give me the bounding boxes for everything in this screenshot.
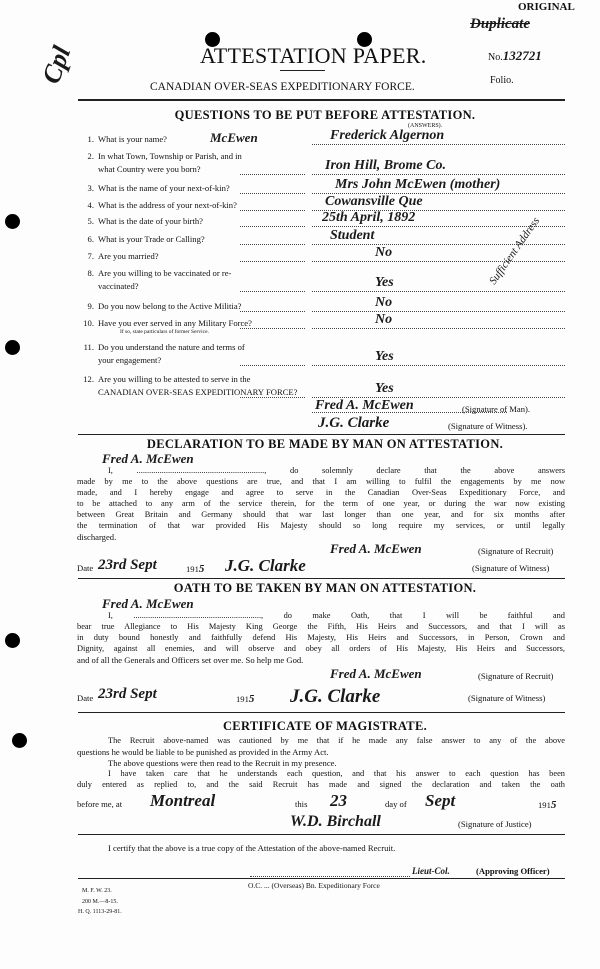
question-number: 2. bbox=[87, 151, 94, 161]
certificate-heading: CERTIFICATE OF MAGISTRATE. bbox=[222, 719, 428, 733]
recruit-signature-label: (Signature of Recruit) bbox=[478, 671, 554, 681]
witness-signature-label: (Signature of Witness). bbox=[448, 421, 528, 431]
certificate-text-line: The Recruit above-named was cautioned by me that if he made any false answer to any of the above bbox=[108, 736, 565, 745]
answer-9: No bbox=[375, 295, 393, 310]
year-suffix: 5 bbox=[550, 799, 557, 811]
question-text: what Country were you born? bbox=[98, 164, 201, 174]
oath-text-line: in duty bound honestly and faithfully defend His Majesty, His Heirs and Successors, in Person, Crown and bbox=[77, 633, 565, 642]
rank-note: Cpl bbox=[36, 42, 77, 88]
justice-signature-label: (Signature of Justice) bbox=[458, 819, 532, 829]
question-text: Do you now belong to the Active Militia? bbox=[98, 301, 242, 311]
question-12 bbox=[80, 374, 251, 384]
oath-text-line: I, ............................................................., do make Oath, that I will be faithful and bbox=[108, 611, 565, 620]
question-text: vaccinated? bbox=[98, 281, 139, 291]
question-text: What is the address of your next-of-kin? bbox=[98, 200, 237, 210]
question-11 bbox=[80, 355, 161, 365]
answer-7: No bbox=[375, 245, 393, 260]
question-4 bbox=[80, 200, 237, 210]
declaration-text-line: between Great Britain and Germany should that war last longer than one year, and for six months after bbox=[77, 510, 565, 519]
year-suffix: 5 bbox=[198, 563, 205, 575]
answer-12: Yes bbox=[375, 381, 394, 396]
question-text: What is the name of your next-of-kin? bbox=[98, 183, 230, 193]
question-note: If so, state particulars of former Service. bbox=[120, 329, 209, 335]
question-text: Have you ever served in any Military Force? bbox=[98, 318, 252, 328]
oath-text-line: and of all the Generals and Officers set over me. So help me God. bbox=[77, 655, 304, 665]
page-title: ATTESTATION PAPER. bbox=[200, 43, 427, 68]
divider bbox=[78, 834, 565, 835]
number-field bbox=[488, 48, 542, 64]
question-3 bbox=[80, 183, 230, 193]
form-code: 200 M.—8-15. bbox=[82, 899, 118, 905]
question-number: 4. bbox=[87, 200, 94, 210]
before-me-label: before me, at bbox=[77, 799, 123, 809]
witness-signature: J.G. Clarke bbox=[225, 556, 306, 575]
original-label: ORIGINAL bbox=[518, 1, 575, 13]
declaration-name: Fred A. McEwen bbox=[102, 451, 194, 466]
oath-date: 23rd Sept bbox=[98, 686, 157, 702]
question-number: 9. bbox=[87, 301, 94, 311]
answer-3: Mrs John McEwen (mother) bbox=[335, 177, 501, 192]
divider bbox=[280, 70, 325, 71]
answer-10: No bbox=[375, 312, 393, 327]
folio-label: Folio. bbox=[490, 75, 514, 86]
declaration-text-line: I, ............................................................., do solemnly declare that the above answers bbox=[108, 466, 565, 475]
certificate-year bbox=[538, 799, 556, 811]
form-code: H. Q. 1113-29-81. bbox=[78, 909, 122, 915]
punch-hole bbox=[12, 733, 27, 748]
question-text: What is your Trade or Calling? bbox=[98, 234, 205, 244]
declaration-text-line: the termination of that war provided His Majesty should so long require my services, or until legally bbox=[77, 521, 565, 530]
year-prefix: 191 bbox=[538, 800, 551, 810]
question-number: 7. bbox=[87, 251, 94, 261]
oath-year bbox=[236, 693, 254, 705]
question-text: CANADIAN OVER-SEAS EXPEDITIONARY FORCE? bbox=[98, 387, 298, 397]
recruit-signature: Fred A. McEwen bbox=[330, 666, 422, 681]
answer-6: Student bbox=[330, 228, 375, 243]
oath-name: Fred A. McEwen bbox=[102, 596, 194, 611]
recruit-signature: Fred A. McEwen bbox=[330, 541, 422, 556]
question-number: 11. bbox=[83, 342, 94, 352]
question-text: your engagement? bbox=[98, 355, 162, 365]
question-text: Do you understand the nature and terms of bbox=[98, 342, 245, 352]
man-signature-label: (Signature of Man). bbox=[462, 404, 531, 414]
question-6 bbox=[80, 234, 205, 244]
number-label: No. bbox=[488, 52, 503, 63]
question-number: 8. bbox=[87, 268, 94, 278]
question-text: What is your name? bbox=[98, 134, 167, 144]
certificate-text-line: questions he would be liable to be punished as provided in the Army Act. bbox=[77, 747, 329, 757]
divider bbox=[78, 578, 565, 579]
divider bbox=[78, 878, 565, 879]
answer-11: Yes bbox=[375, 349, 394, 364]
question-11 bbox=[80, 342, 245, 352]
declaration-year bbox=[186, 563, 204, 575]
force-name: CANADIAN OVER-SEAS EXPEDITIONARY FORCE. bbox=[150, 81, 415, 93]
approving-officer-label: (Approving Officer) bbox=[476, 866, 550, 876]
answer-4: Cowansville Que bbox=[325, 194, 423, 209]
question-1 bbox=[80, 134, 167, 144]
answers-label: (ANSWERS). bbox=[408, 123, 443, 129]
day-of-label: day of bbox=[385, 799, 407, 809]
day: 23 bbox=[330, 791, 347, 810]
declaration-heading: DECLARATION TO BE MADE BY MAN ON ATTESTATION. bbox=[146, 437, 504, 451]
question-text: In what Town, Township or Parish, and in bbox=[98, 151, 242, 161]
declaration-date: 23rd Sept bbox=[98, 557, 157, 573]
witness-signature: J.G. Clarke bbox=[290, 686, 381, 707]
question-8 bbox=[80, 281, 139, 291]
recruit-signature-label: (Signature of Recruit) bbox=[478, 546, 554, 556]
question-2 bbox=[80, 164, 201, 174]
answer-5: 25th April, 1892 bbox=[322, 210, 416, 225]
divider bbox=[78, 434, 565, 435]
witness-signature-label: (Signature of Witness) bbox=[468, 693, 546, 703]
declaration-text-line: discharged. bbox=[77, 532, 117, 542]
question-text: Are you willing to be vaccinated or re- bbox=[98, 268, 232, 278]
question-2 bbox=[80, 151, 242, 161]
surname: McEwen bbox=[210, 130, 258, 145]
month: Sept bbox=[425, 791, 456, 810]
question-number: 5. bbox=[87, 216, 94, 226]
question-number: 12. bbox=[83, 374, 94, 384]
date-label: Date bbox=[77, 693, 94, 703]
declaration-text-line: made, and I hereby engage and agree to serve in the Canadian Over-Seas Expeditionary Force, and bbox=[77, 488, 565, 497]
year-prefix: 191 bbox=[186, 564, 199, 574]
witness-signature: J.G. Clarke bbox=[318, 415, 390, 431]
certificate-text-line: I have taken care that he understands each question, and that his answer to each question has been bbox=[108, 769, 565, 778]
year-prefix: 191 bbox=[236, 694, 249, 704]
punch-hole bbox=[5, 214, 20, 229]
divider bbox=[78, 712, 565, 713]
justice-signature: W.D. Birchall bbox=[290, 813, 381, 830]
question-8 bbox=[80, 268, 231, 278]
punch-hole bbox=[5, 633, 20, 648]
witness-signature-label: (Signature of Witness) bbox=[472, 563, 550, 573]
this-label: this bbox=[295, 799, 308, 809]
date-label: Date bbox=[77, 563, 94, 573]
question-7 bbox=[80, 251, 159, 261]
oath-text-line: Dignity, against all enemies, and will observe and obey all orders of His Majesty, His Heirs and Successors, bbox=[77, 644, 565, 653]
divider bbox=[78, 99, 565, 101]
punch-hole bbox=[5, 340, 20, 355]
question-5 bbox=[80, 216, 203, 226]
questions-heading: QUESTIONS TO BE PUT BEFORE ATTESTATION. bbox=[174, 108, 476, 122]
question-text: Are you married? bbox=[98, 251, 159, 261]
margin-note: Sufficient Address bbox=[486, 215, 543, 287]
man-signature: Fred A. McEwen bbox=[315, 398, 414, 413]
answer-8: Yes bbox=[375, 275, 394, 290]
question-12 bbox=[80, 387, 298, 397]
answer-1: Frederick Algernon bbox=[330, 128, 445, 143]
question-number: 10. bbox=[83, 318, 94, 328]
oc-line: O.C. ... (Overseas) Bn. Expeditionary Force bbox=[248, 881, 380, 890]
certificate-text-line: The above questions were then read to the Recruit in my presence. bbox=[108, 758, 337, 768]
question-number: 6. bbox=[87, 234, 94, 244]
oath-text-line: bear true Allegiance to His Majesty King George the Fifth, His Heirs and Successors, and that I will as bbox=[77, 622, 565, 631]
place: Montreal bbox=[150, 791, 216, 810]
oath-heading: OATH TO BE TAKEN BY MAN ON ATTESTATION. bbox=[173, 581, 477, 595]
question-9 bbox=[80, 301, 241, 311]
certificate-text-line: duly entered as replied to, and the said Recruit has made and signed the declaration and taken the oath bbox=[77, 780, 565, 789]
question-10 bbox=[80, 318, 252, 328]
true-copy-statement: I certify that the above is a true copy of the Attestation of the above-named Recruit. bbox=[108, 843, 396, 853]
number-value: 132721 bbox=[502, 48, 542, 63]
declaration-text-line: to be attached to any arm of the service therein, for the term of one year, or during the war now existing bbox=[77, 499, 565, 508]
question-number: 1. bbox=[87, 134, 94, 144]
form-code: M. F. W. 23. bbox=[82, 888, 112, 894]
question-text: What is the date of your birth? bbox=[98, 216, 204, 226]
answer-2: Iron Hill, Brome Co. bbox=[325, 158, 446, 173]
question-text: Are you willing to be attested to serve in the bbox=[98, 374, 251, 384]
declaration-text-line: made by me to the above questions are true, and that I am willing to fulfil the engagements by me now bbox=[77, 477, 565, 486]
duplicate-label: Duplicate bbox=[470, 16, 530, 32]
question-number: 3. bbox=[87, 183, 94, 193]
officer-rank: Lieut-Col. bbox=[412, 866, 450, 876]
year-suffix: 5 bbox=[248, 693, 255, 705]
